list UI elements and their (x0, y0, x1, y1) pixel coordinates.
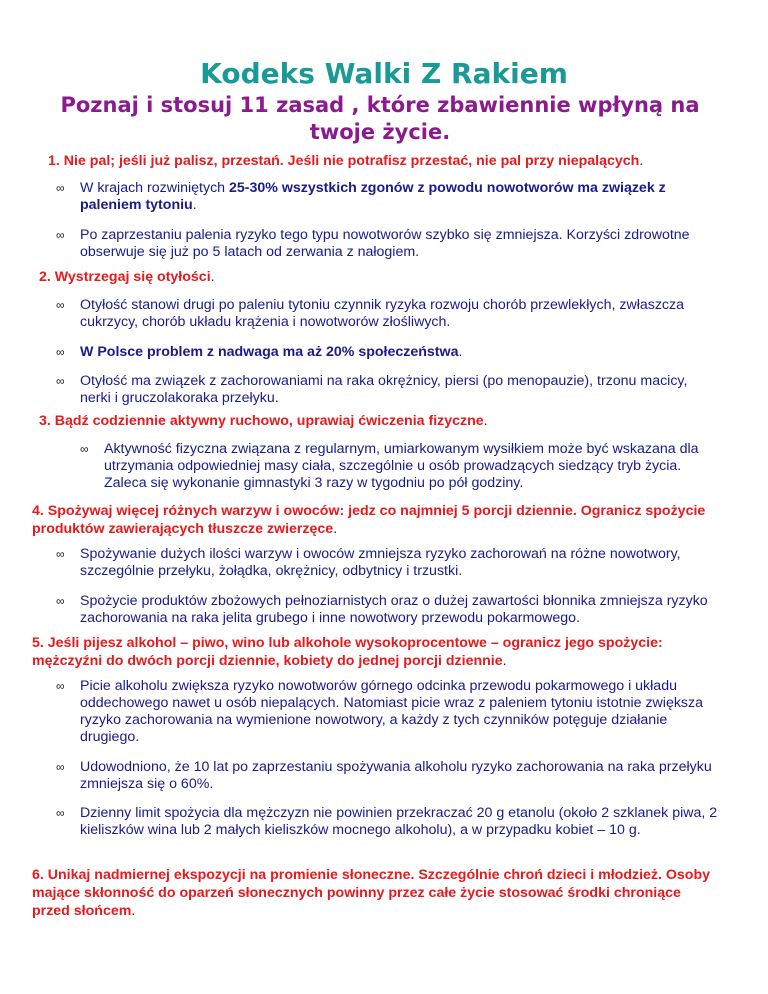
section-heading-1: 1. Nie pal; jeśli już palisz, przestań. Jeśli nie potrafisz przestać, nie pal przy niepalących. (48, 153, 644, 169)
section-heading-2: 2. Wystrzegaj się otyłości. (39, 269, 215, 285)
bullet-4-1: ∞ Spożywanie dużych ilości warzyw i owoców zmniejsza ryzyko zachorowań na różne nowotwory, szczególnie przełyku, żołądka, okrężnicy, odbytnicy i trzustki. (56, 546, 681, 579)
section-heading-4: 4. Spożywaj więcej różnych warzyw i owoców: jedz co najmniej 5 porcji dziennie. Ogranicz spożycie produktów zawierających tłuszcze zwierzęce. (32, 503, 706, 537)
section-heading-5: 5. Jeśli pijesz alkohol – piwo, wino lub alkohole wysokoprocentowe – ogranicz jego spożycie: mężczyźni do dwóch porcji dziennie, kobiety do jednej porcji dziennie. (32, 635, 663, 669)
bullet-3-1: ∞ Aktywność fizyczna związana z regularnym, umiarkowanym wysiłkiem może być wskazana dla utrzymania odpowiedniej masy ciała, szczególnie u osób prowadzących siedzący tryb życia. Zaleca się wykonanie gimnastyki 3 razy w tygodniu po pół godziny. (80, 441, 699, 491)
bullet-5-2: ∞ Udowodniono, że 10 lat po zaprzestaniu spożywania alkoholu ryzyko zachorowania na raka przełyku zmniejsza się o 60%. (56, 759, 712, 792)
bullet-5-1: ∞ Picie alkoholu zwiększa ryzyko nowotworów górnego odcinka przewodu pokarmowego i układu oddechowego nawet u osób niepalących. Natomiast picie wraz z paleniem tytoniu istotnie zwiększa ryzyko zachorowania na wymienione nowotwory, a każdy z tych czynników potęguje działanie drugiego. (56, 678, 704, 745)
infinity-bullet-icon: ∞ (56, 679, 65, 693)
infinity-bullet-icon: ∞ (56, 760, 65, 774)
section-heading-3: 3. Bądź codziennie aktywny ruchowo, uprawiaj ćwiczenia fizyczne. (39, 413, 488, 429)
section-heading-6: 6. Unikaj nadmiernej ekspozycji na promienie słoneczne. Szczególnie chroń dzieci i młodzież. Osoby mające skłonność do oparzeń słonecznych powinny przez całe życie stosować środki chroniące przed słońcem. (32, 867, 711, 919)
infinity-bullet-icon: ∞ (56, 181, 65, 195)
bullet-1-2: ∞ Po zaprzestaniu palenia ryzyko tego typu nowotworów szybko się zmniejsza. Korzyści zdrowotne obserwuje się już po 5 latach od zerwania z nałogiem. (56, 227, 690, 260)
bullet-2-2: ∞ W Polsce problem z nadwaga ma aż 20% społeczeństwa. (56, 344, 463, 360)
bullet-5-3: ∞ Dzienny limit spożycia dla mężczyzn nie powinien przekraczać 20 g etanolu (około 2 szklanek piwa, 2 kieliszków wina lub 2 małych kieliszków mocnego alkoholu), a w przypadku kobiet – 10 g. (56, 805, 718, 838)
infinity-bullet-icon: ∞ (80, 442, 89, 456)
document-title: Kodeks Walki Z Rakiem (200, 57, 568, 90)
infinity-bullet-icon: ∞ (56, 547, 65, 561)
bullet-1-1: ∞ W krajach rozwiniętych 25-30% wszystkich zgonów z powodu nowotworów ma związek z paleniem tytoniu. (56, 180, 666, 213)
infinity-bullet-icon: ∞ (56, 345, 65, 359)
infinity-bullet-icon: ∞ (56, 228, 65, 242)
bullet-2-3: ∞ Otyłość ma związek z zachorowaniami na raka okrężnicy, piersi (po menopauzie), trzonu macicy, nerki i gruczolakoraka przełyku. (56, 373, 688, 406)
infinity-bullet-icon: ∞ (56, 374, 65, 388)
infinity-bullet-icon: ∞ (56, 806, 65, 820)
infinity-bullet-icon: ∞ (56, 594, 65, 608)
infinity-bullet-icon: ∞ (56, 298, 65, 312)
bullet-2-1: ∞ Otyłość stanowi drugi po paleniu tytoniu czynnik ryzyka rozwoju chorób przewlekłych, zwłaszcza cukrzycy, chorób układu krążenia i nowotworów złośliwych. (56, 297, 685, 330)
bullet-4-2: ∞ Spożycie produktów zbożowych pełnoziarnistych oraz o dużej zawartości błonnika zmniejsza ryzyko zachorowania na raka jelita grubego i inne nowotwory przewodu pokarmowego. (56, 593, 708, 626)
document-subtitle: Poznaj i stosuj 11 zasad , które zbawiennie wpłyną na twoje życie. (60, 93, 700, 144)
